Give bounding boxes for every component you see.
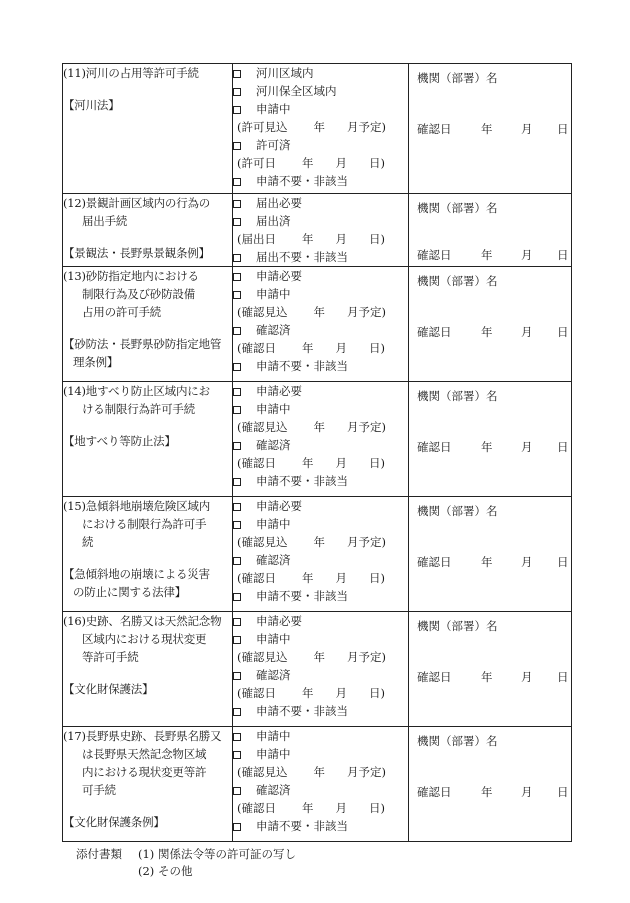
confirmation-cell	[409, 194, 572, 267]
permit-row	[63, 267, 572, 382]
status-option-label: 届出必要	[256, 196, 302, 210]
status-option-label: 確認済	[256, 783, 291, 797]
date-prefix: (許可日	[237, 156, 276, 170]
status-option-label: 確認済	[256, 323, 291, 337]
procedure-title-line: (11)河川の占用等許可手続	[63, 66, 199, 80]
checkbox[interactable]	[233, 218, 241, 226]
status-option[interactable]	[233, 267, 408, 285]
status-option-label: 申請中	[256, 287, 291, 301]
law-reference	[63, 565, 232, 601]
permit-row	[63, 497, 572, 612]
date-month: 月	[335, 686, 347, 700]
status-option-label: 確認済	[256, 438, 291, 452]
procedure-title-line: (12)景観計画区域内の行為の	[63, 196, 211, 210]
checkbox[interactable]	[233, 733, 241, 741]
date-year: 年	[313, 305, 325, 319]
status-date-line	[233, 684, 408, 702]
agency-label: 機関（部署）名	[417, 619, 498, 633]
confirmation-date-label: 確認日	[417, 248, 452, 262]
status-option[interactable]	[233, 702, 408, 720]
confirmation-date	[417, 438, 567, 456]
confirmation-date	[417, 553, 567, 571]
status-date-line	[233, 418, 408, 436]
date-year: 年	[302, 801, 314, 815]
date-month: 月予定)	[347, 420, 386, 434]
day-label: 日	[557, 440, 569, 454]
date-prefix: (届出日	[237, 232, 276, 246]
year-label: 年	[481, 785, 493, 799]
date-month: 月	[335, 801, 347, 815]
status-option[interactable]	[233, 472, 408, 490]
date-prefix: (確認見込	[237, 420, 288, 434]
status-option[interactable]	[233, 436, 408, 454]
procedure-title-line: 制限行為及び砂防設備	[82, 287, 195, 301]
checkbox[interactable]	[233, 708, 241, 716]
date-month: 月	[335, 341, 347, 355]
law-reference	[63, 813, 232, 831]
confirmation-date-label: 確認日	[417, 555, 452, 569]
year-label: 年	[481, 248, 493, 262]
year-label: 年	[481, 122, 493, 136]
law-line: 【地すべり等防止法】	[63, 434, 176, 448]
law-line: の防止に関する法律】	[73, 585, 186, 599]
day-label: 日	[557, 122, 569, 136]
status-cell	[233, 267, 409, 382]
procedure-title-line: における制限行為許可手	[82, 517, 207, 531]
agency-label: 機関（部署）名	[417, 504, 498, 518]
confirmation-date-label: 確認日	[417, 122, 452, 136]
status-option[interactable]	[233, 357, 408, 375]
permit-row	[63, 612, 572, 727]
date-prefix: (確認見込	[237, 535, 288, 549]
date-day: 日)	[369, 156, 385, 170]
law-line: 【河川法】	[63, 98, 120, 112]
confirmation-date-label: 確認日	[417, 785, 452, 799]
date-day: 日)	[369, 686, 385, 700]
confirmation-date	[417, 668, 567, 686]
law-reference	[63, 680, 232, 698]
confirmation-cell	[409, 382, 572, 497]
status-option[interactable]	[233, 781, 408, 799]
law-line: 【砂防法・長野県砂防指定地管	[63, 337, 222, 351]
procedure-title-line: (13)砂防指定地内における	[63, 269, 199, 283]
date-prefix: (確認見込	[237, 650, 288, 664]
year-label: 年	[481, 325, 493, 339]
status-cell	[233, 194, 409, 267]
checkbox[interactable]	[233, 406, 241, 414]
checkbox[interactable]	[233, 388, 241, 396]
procedure-cell	[63, 727, 233, 842]
confirmation-cell	[409, 727, 572, 842]
status-date-line	[233, 154, 408, 172]
date-year: 年	[313, 120, 325, 134]
confirmation-date-label: 確認日	[417, 325, 452, 339]
procedure-cell	[63, 497, 233, 612]
date-month: 月予定)	[347, 765, 386, 779]
checkbox[interactable]	[233, 178, 241, 186]
procedure-cell	[63, 64, 233, 194]
status-option-label: 申請不要・非該当	[256, 174, 348, 188]
procedure-cell	[63, 612, 233, 727]
status-option-label: 申請中	[256, 632, 291, 646]
procedure-title-line: 等許可手続	[82, 650, 139, 664]
procedure-title-line: 区域内における現状変更	[82, 632, 207, 646]
procedure-title-line: (17)長野県史跡、長野県名勝又	[63, 729, 222, 743]
status-date-line	[233, 648, 408, 666]
date-year: 年	[302, 571, 314, 585]
month-label: 月	[521, 440, 533, 454]
status-cell	[233, 382, 409, 497]
day-label: 日	[557, 248, 569, 262]
law-line: 【文化財保護条例】	[63, 815, 165, 829]
year-label: 年	[481, 670, 493, 684]
procedure-title-line: 占用の許可手続	[82, 305, 162, 319]
status-option[interactable]	[233, 194, 408, 212]
day-label: 日	[557, 555, 569, 569]
checkbox[interactable]	[233, 636, 241, 644]
agency-label: 機関（部署）名	[417, 389, 498, 403]
procedure-cell	[63, 194, 233, 267]
permit-row	[63, 382, 572, 497]
date-year: 年	[313, 765, 325, 779]
checkbox[interactable]	[233, 70, 241, 78]
checkbox[interactable]	[233, 442, 241, 450]
status-option[interactable]	[233, 64, 408, 82]
status-option-label: 申請不要・非該当	[256, 474, 348, 488]
month-label: 月	[521, 555, 533, 569]
status-date-line	[233, 303, 408, 321]
date-year: 年	[313, 535, 325, 549]
status-date-line	[233, 454, 408, 472]
date-day: 日)	[369, 801, 385, 815]
law-reference	[63, 244, 232, 262]
checkbox[interactable]	[233, 593, 241, 601]
status-option[interactable]	[233, 100, 408, 118]
month-label: 月	[521, 785, 533, 799]
status-option[interactable]	[233, 551, 408, 569]
confirmation-date	[417, 783, 567, 801]
checkbox[interactable]	[233, 521, 241, 529]
status-date-line	[233, 569, 408, 587]
procedure-title-line: (14)地すべり防止区域内にお	[63, 384, 210, 398]
month-label: 月	[521, 670, 533, 684]
date-month: 月予定)	[347, 650, 386, 664]
status-option[interactable]	[233, 587, 408, 605]
checkbox[interactable]	[233, 823, 241, 831]
status-option-label: 申請中	[256, 517, 291, 531]
date-month: 月予定)	[347, 120, 386, 134]
procedure-cell	[63, 267, 233, 382]
status-option-label: 確認済	[256, 668, 291, 682]
status-date-line	[233, 230, 408, 248]
law-line: 理条例】	[73, 355, 119, 369]
date-year: 年	[302, 232, 314, 246]
checkbox[interactable]	[233, 672, 241, 680]
permit-row	[63, 64, 572, 194]
status-option[interactable]	[233, 382, 408, 400]
date-month: 月予定)	[347, 535, 386, 549]
agency-label: 機関（部署）名	[417, 274, 498, 288]
status-option-label: 申請不要・非該当	[256, 819, 348, 833]
date-prefix: (確認日	[237, 456, 276, 470]
agency-label: 機関（部署）名	[417, 71, 498, 85]
status-option[interactable]	[233, 285, 408, 303]
attachment-line	[76, 846, 296, 863]
law-reference	[63, 335, 232, 371]
status-option-label: 届出不要・非該当	[256, 250, 348, 264]
procedure-title-line: ける制限行為許可手続	[82, 402, 195, 416]
status-option-label: 申請中	[256, 729, 291, 743]
status-option[interactable]	[233, 817, 408, 835]
checkbox[interactable]	[233, 106, 241, 114]
law-reference	[63, 96, 232, 114]
status-cell	[233, 727, 409, 842]
attachment-item: (2) その他	[138, 864, 193, 878]
confirmation-date	[417, 120, 567, 138]
status-option-label: 申請必要	[256, 614, 302, 628]
status-option[interactable]	[233, 630, 408, 648]
procedure-title-line: (15)急傾斜地崩壊危険区域内	[63, 499, 211, 513]
date-day: 日)	[369, 571, 385, 585]
status-option[interactable]	[233, 82, 408, 100]
status-option-label: 河川保全区域内	[256, 84, 337, 98]
date-year: 年	[313, 650, 325, 664]
procedure-title-line: 続	[82, 535, 94, 549]
status-option-label: 確認済	[256, 553, 291, 567]
status-cell	[233, 64, 409, 194]
date-year: 年	[302, 686, 314, 700]
confirmation-cell	[409, 497, 572, 612]
confirmation-date-label: 確認日	[417, 440, 452, 454]
status-option[interactable]	[233, 727, 408, 745]
status-option[interactable]	[233, 612, 408, 630]
agency-label: 機関（部署）名	[417, 734, 498, 748]
status-option-label: 申請必要	[256, 269, 302, 283]
procedure-title-line: (16)史跡、名勝又は天然記念物	[63, 614, 222, 628]
date-year: 年	[302, 156, 314, 170]
procedure-cell	[63, 382, 233, 497]
checkbox[interactable]	[233, 363, 241, 371]
date-prefix: (確認日	[237, 571, 276, 585]
status-option-label: 申請不要・非該当	[256, 359, 348, 373]
checkbox[interactable]	[233, 327, 241, 335]
procedure-title-line: 届出手続	[82, 214, 128, 228]
law-line: 【文化財保護法】	[63, 682, 154, 696]
status-option-label: 届出済	[256, 214, 291, 228]
date-year: 年	[302, 341, 314, 355]
date-day: 日)	[369, 232, 385, 246]
status-option-label: 河川区域内	[256, 66, 314, 80]
month-label: 月	[521, 248, 533, 262]
date-year: 年	[302, 456, 314, 470]
status-option[interactable]	[233, 497, 408, 515]
status-option[interactable]	[233, 400, 408, 418]
checkbox[interactable]	[233, 291, 241, 299]
checkbox[interactable]	[233, 273, 241, 281]
confirmation-date-label: 確認日	[417, 670, 452, 684]
checkbox[interactable]	[233, 478, 241, 486]
attachment-line	[76, 863, 296, 880]
checkbox[interactable]	[233, 787, 241, 795]
attachments-label: 添付書類	[76, 847, 122, 861]
confirmation-cell	[409, 64, 572, 194]
date-prefix: (確認見込	[237, 765, 288, 779]
attachments	[76, 846, 296, 880]
status-option-label: 申請不要・非該当	[256, 704, 348, 718]
month-label: 月	[521, 325, 533, 339]
status-cell	[233, 612, 409, 727]
date-month: 月予定)	[347, 305, 386, 319]
date-day: 日)	[369, 341, 385, 355]
year-label: 年	[481, 555, 493, 569]
status-option-label: 申請中	[256, 747, 291, 761]
checkbox[interactable]	[233, 557, 241, 565]
status-option-label: 申請不要・非該当	[256, 589, 348, 603]
date-prefix: (許可見込	[237, 120, 288, 134]
status-option-label: 申請中	[256, 102, 291, 116]
checkbox[interactable]	[233, 142, 241, 150]
confirmation-cell	[409, 612, 572, 727]
law-reference	[63, 432, 232, 450]
date-prefix: (確認日	[237, 686, 276, 700]
date-month: 月	[335, 571, 347, 585]
status-option-label: 許可済	[256, 138, 291, 152]
day-label: 日	[557, 325, 569, 339]
confirmation-date	[417, 246, 567, 264]
date-prefix: (確認日	[237, 341, 276, 355]
checkbox[interactable]	[233, 503, 241, 511]
status-option-label: 申請中	[256, 402, 291, 416]
confirmation-date	[417, 323, 567, 341]
status-date-line	[233, 339, 408, 357]
date-month: 月	[335, 156, 347, 170]
status-option-label: 申請必要	[256, 384, 302, 398]
checkbox[interactable]	[233, 618, 241, 626]
checkbox[interactable]	[233, 751, 241, 759]
status-cell	[233, 497, 409, 612]
procedure-title-line: 内における現状変更等許	[82, 765, 207, 779]
date-month: 月	[335, 456, 347, 470]
permit-row	[63, 194, 572, 267]
status-option[interactable]	[233, 321, 408, 339]
day-label: 日	[557, 785, 569, 799]
attachment-item: (1) 関係法令等の許可証の写し	[138, 847, 296, 861]
date-year: 年	[313, 420, 325, 434]
status-option[interactable]	[233, 212, 408, 230]
status-option-label: 申請必要	[256, 499, 302, 513]
status-option[interactable]	[233, 745, 408, 763]
month-label: 月	[521, 122, 533, 136]
status-date-line	[233, 533, 408, 551]
status-date-line	[233, 118, 408, 136]
date-month: 月	[335, 232, 347, 246]
checkbox[interactable]	[233, 200, 241, 208]
year-label: 年	[481, 440, 493, 454]
agency-label: 機関（部署）名	[417, 201, 498, 215]
status-option[interactable]	[233, 172, 408, 190]
date-prefix: (確認日	[237, 801, 276, 815]
day-label: 日	[557, 670, 569, 684]
status-option[interactable]	[233, 248, 408, 266]
status-option[interactable]	[233, 515, 408, 533]
date-prefix: (確認見込	[237, 305, 288, 319]
status-option[interactable]	[233, 136, 408, 154]
permit-row	[63, 727, 572, 842]
procedure-title-line: は長野県天然記念物区域	[82, 747, 207, 761]
status-date-line	[233, 763, 408, 781]
date-day: 日)	[369, 456, 385, 470]
procedure-title-line: 可手続	[82, 783, 116, 797]
status-date-line	[233, 799, 408, 817]
confirmation-cell	[409, 267, 572, 382]
status-option[interactable]	[233, 666, 408, 684]
permit-table	[62, 63, 572, 842]
law-line: 【景観法・長野県景観条例】	[63, 246, 210, 260]
checkbox[interactable]	[233, 254, 241, 262]
checkbox[interactable]	[233, 88, 241, 96]
law-line: 【急傾斜地の崩壊による災害	[63, 567, 210, 581]
